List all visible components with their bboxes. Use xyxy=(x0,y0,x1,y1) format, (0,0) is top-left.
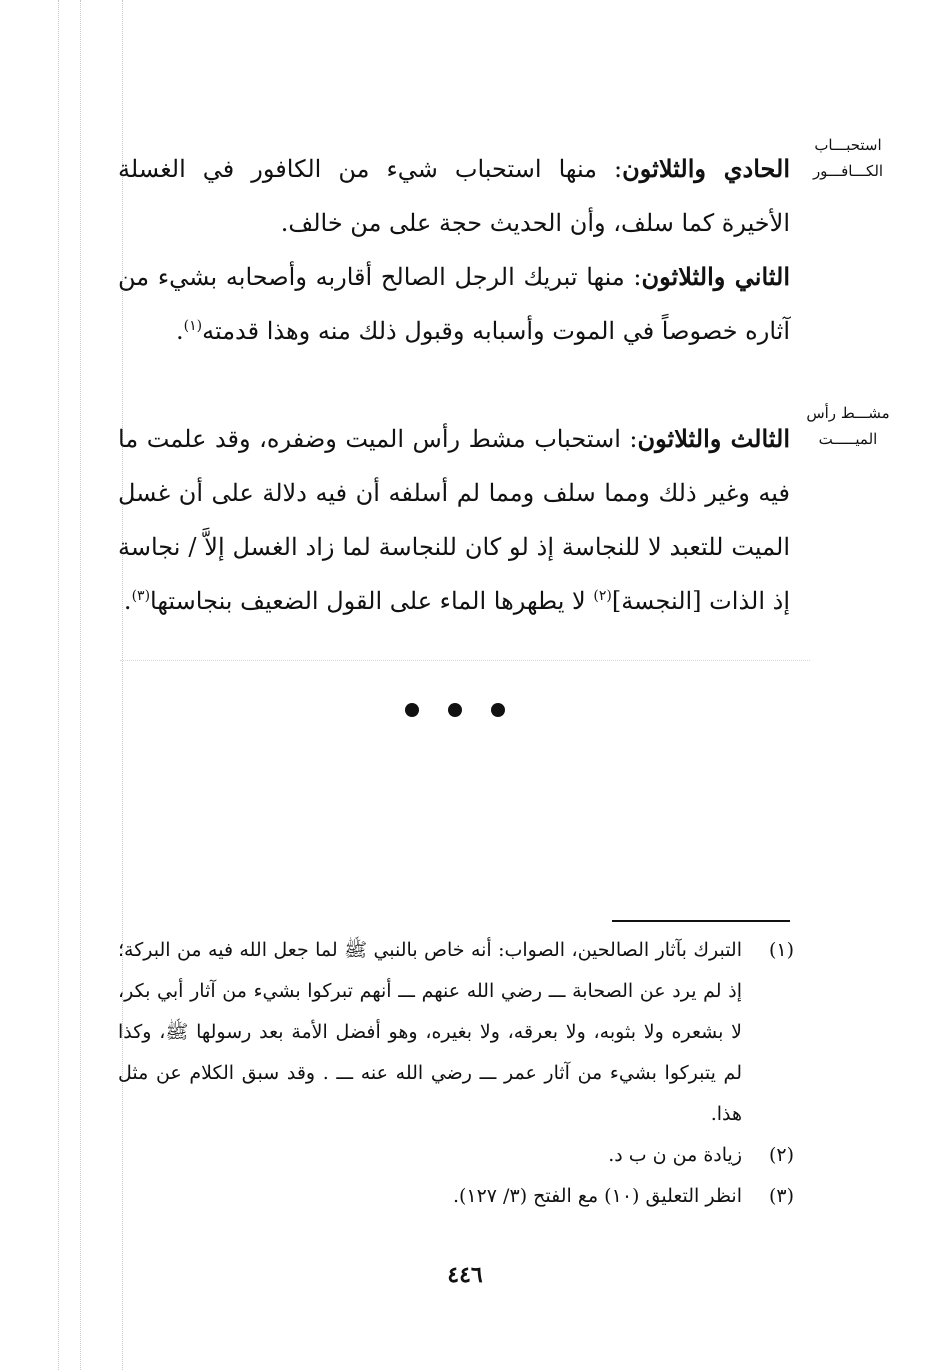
footnote-number: (٢) xyxy=(768,1144,794,1166)
footnote-item xyxy=(118,1176,794,1217)
scan-guide-line xyxy=(120,660,810,661)
paragraph-text: : منها تبريك الرجل الصالح أقاربه وأصحابه بشيء من آثاره خصوصاً في الموت وأسبابه وقبول ذلك منه وهذا قدمته xyxy=(118,263,790,345)
paragraph-tail: . xyxy=(123,587,132,615)
footnote-text: التبرك بآثار الصالحين، الصواب: أنه خاص بالنبي ﷺ لما جعل الله فيه من البركة؛ إذ لم يرد عن الصحابة ـــ رضي الله عنهم ـــ أنهم تبركوا بشيء من آثار أبي بكر، لا بشعره ولا بثوبه، ولا بعرقه، ولا بغيره، وهو أفضل الأمة بعد رسولها ﷺ، وكذا لم يتبركوا بشيء من آثار عمر ـــ رضي الله عنه ـــ . وقد سبق الكلام عن مثل هذا. xyxy=(118,939,742,1125)
paragraph-heading: الثاني والثلاثون xyxy=(641,262,790,291)
footnote-text: زيادة من ن ب د. xyxy=(608,1144,742,1166)
separator-dot xyxy=(448,703,462,717)
paragraph-heading: الحادي والثلاثون xyxy=(622,154,790,183)
footnote-ref[interactable]: (٢) xyxy=(593,588,612,604)
paragraph-text: : منها استحباب شيء من الكافور في الغسلة الأخيرة كما سلف، وأن الحديث حجة على من خالف. xyxy=(118,155,790,237)
footnote-text: انظر التعليق (١٠) مع الفتح (٣/ ١٢٧). xyxy=(452,1185,742,1207)
paragraph-text: لا يطهرها الماء على القول الضعيف بنجاستها xyxy=(150,587,594,615)
paragraph-heading: الثالث والثلاثون xyxy=(637,424,791,453)
separator-dot xyxy=(491,703,505,717)
separator-dot xyxy=(405,703,419,717)
footnote-number: (١) xyxy=(768,939,794,961)
section-separator xyxy=(405,700,505,720)
footnote-item xyxy=(118,1135,794,1176)
footnote-ref[interactable]: (١) xyxy=(183,318,203,334)
footnote-number: (٣) xyxy=(768,1185,794,1207)
paragraph-31 xyxy=(118,142,790,250)
footnote-item xyxy=(118,930,794,1135)
footnote-divider xyxy=(612,920,790,922)
footnotes xyxy=(118,930,794,1217)
paragraph-32 xyxy=(118,250,790,358)
paragraph-text: : استحباب مشط رأس الميت وضفره، وقد علمت ما فيه وغير ذلك ومما سلف ومما لم أسلفه أن فيه دلالة على أن غسل الميت للتعبد لا للنجاسة إذ لو كان للنجاسة لما زاد الغسل إلاَّ / نجاسة إذ الذات [النجسة] xyxy=(118,425,790,615)
page-number: ٤٤٦ xyxy=(447,1262,483,1288)
footnote-ref[interactable]: (٣) xyxy=(131,588,151,604)
margin-note-camphor: استحبـــاب الكـــافـــور xyxy=(812,136,884,180)
margin-note-combing: مشـــط رأس الميـــــت xyxy=(806,404,890,448)
paragraph-tail: . xyxy=(175,317,184,345)
scan-guide-line xyxy=(80,0,81,1370)
paragraph-33 xyxy=(118,412,790,628)
scan-guide-line xyxy=(58,0,59,1370)
